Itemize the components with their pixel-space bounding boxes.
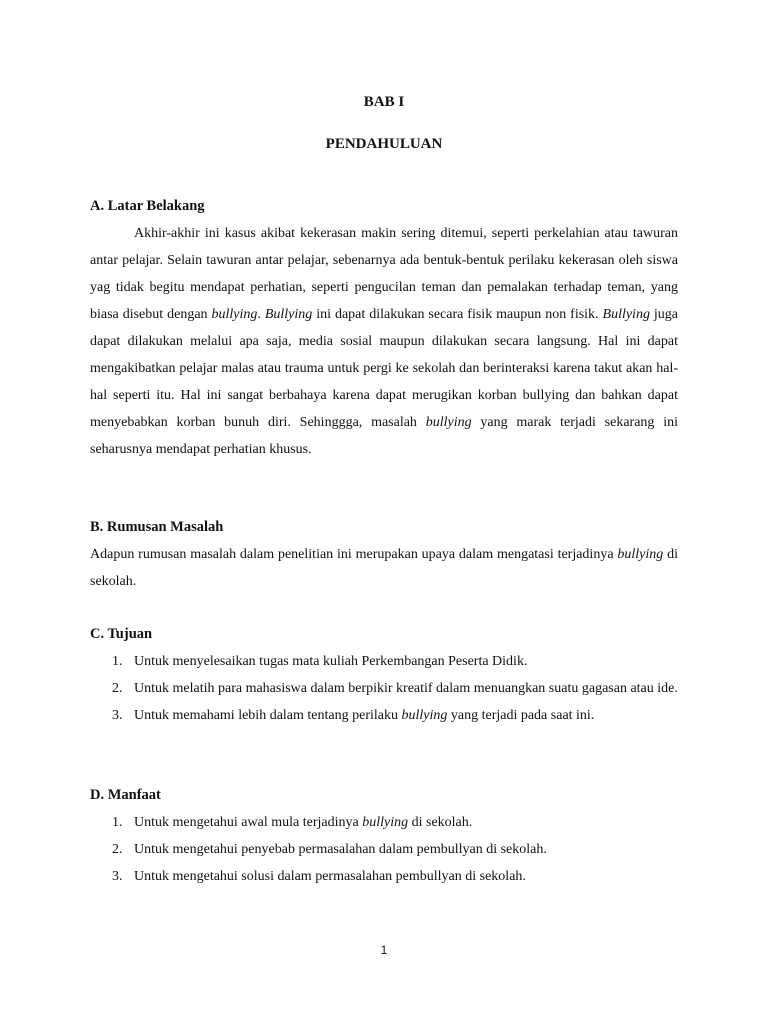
section-heading: D. Manfaat [90,787,161,803]
tujuan-list [90,648,678,729]
list-text: Untuk mengetahui awal mula terjadinya [134,815,363,830]
chapter-subtitle: PENDAHULUAN [325,136,443,152]
list-item [112,863,678,890]
list-number: 2. [112,681,123,696]
list-text: Untuk menyelesaikan tugas mata kuliah Perkembangan Peserta Didik. [134,654,528,669]
list-item [112,675,678,702]
list-text: yang terjadi pada saat ini. [447,708,595,723]
list-number: 2. [112,842,123,857]
paragraph-rumusan-masalah [90,541,678,595]
list-item [112,809,678,836]
paragraph-latar-belakang [90,220,678,463]
section-manfaat [90,785,678,890]
chapter-title: BAB I [363,94,405,110]
text-segment: ini dapat dilakukan secara fisik maupun non fisik. [312,307,603,322]
text-segment: . [257,307,265,322]
section-heading: C. Tujuan [90,626,153,642]
italic-term: bullying [401,708,448,723]
text-segment: di sekolah. [90,547,679,589]
list-text: Untuk melatih para mahasiswa dalam berpikir kreatif dalam menuangkan suatu gagasan atau ide. [134,681,678,696]
section-latar-belakang [90,196,678,463]
section-rumusan-masalah [90,517,678,595]
italic-term: Bullying [264,307,313,322]
italic-term: bullying [362,815,409,830]
list-text: Untuk mengetahui penyebab permasalahan dalam pembullyan di sekolah. [134,842,547,857]
italic-term: bullying [617,547,664,562]
list-number: 3. [112,869,123,884]
section-heading: B. Rumusan Masalah [90,519,224,535]
text-segment: juga dapat dilakukan melalui apa saja, media sosial maupun dilakukan secara langsung. Hal ini dapat mengakibatkan pelajar malas atau trauma untuk pergi ke sekolah dan berinteraksi karena takut akan hal-hal seperti itu. Hal ini sangat berbahaya karena dapat merugikan korban bullying dan bahkan dapat menyebabkan korban bunuh diri. Sehinggga, masalah [90,307,679,430]
list-number: 3. [112,708,123,723]
text-segment: Adapun rumusan masalah dalam penelitian ini merupakan upaya dalam mengatasi terjadinya [90,547,618,562]
list-text: di sekolah. [408,815,473,830]
italic-term: Bullying [602,307,650,322]
section-heading: A. Latar Belakang [90,198,205,214]
text-segment: Akhir-akhir ini kasus akibat kekerasan makin sering ditemui, seperti perkelahian atau tawuran antar pelajar. Selain tawuran antar pelajar, sebenarnya ada bentuk-bentuk perilaku kekerasan oleh siswa yag tidak begitu mendapat perhatian, seperti pengucilan teman dan pemalakan terhadap teman, yang biasa disebut dengan [90,226,678,322]
manfaat-list [90,809,678,890]
italic-term: bullying [211,307,258,322]
list-number: 1. [112,654,123,669]
italic-term: bullying [425,415,472,430]
page-number: 1 [380,943,388,957]
list-item [112,836,678,863]
list-text: Untuk mengetahui solusi dalam permasalahan pembullyan di sekolah. [134,869,526,884]
list-text: Untuk memahami lebih dalam tentang perilaku [134,708,402,723]
list-item [112,702,678,729]
list-item [112,648,678,675]
list-number: 1. [112,815,123,830]
section-tujuan [90,624,678,729]
text-segment: yang marak terjadi sekarang ini seharusnya mendapat perhatian khusus. [90,415,678,457]
